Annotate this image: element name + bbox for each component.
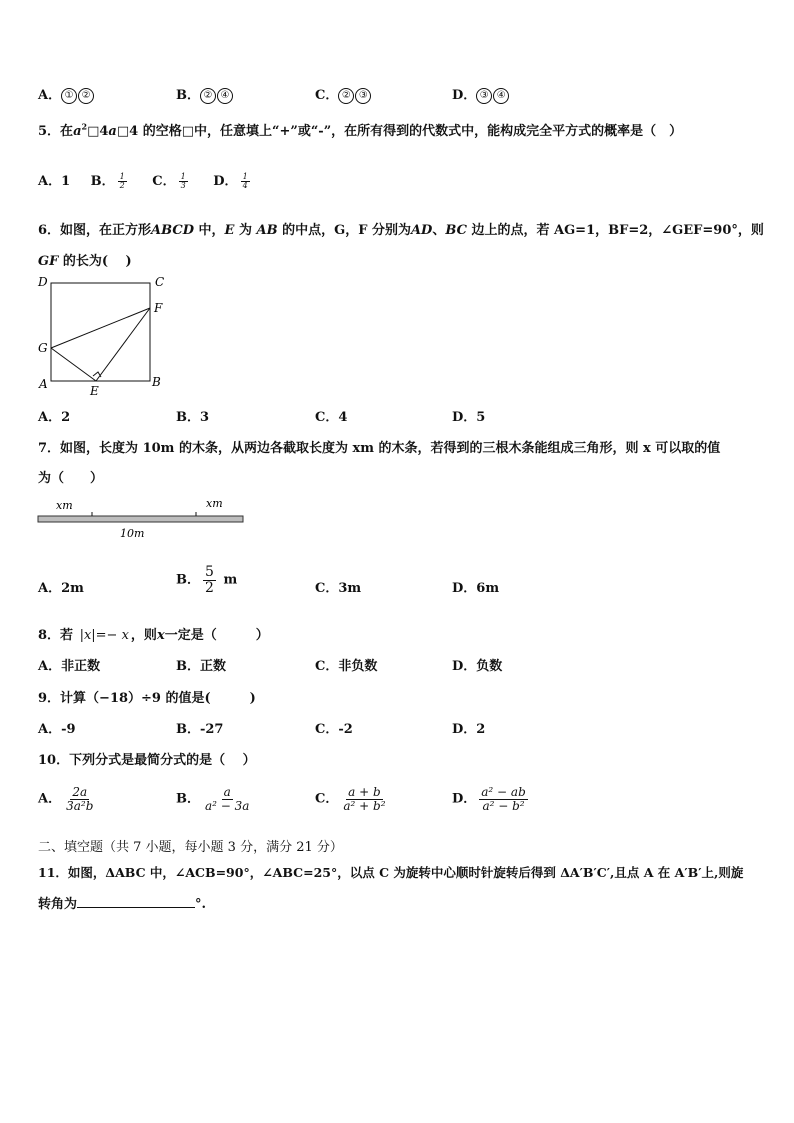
question-7-text: 7．如图，长度为 10m 的木条，从两边各截取长度为 xm 的木条，若得到的三根木条能组成三角形，则 x 可以取的值 (38, 441, 721, 456)
q7-option-c: C．3m (315, 581, 362, 596)
question-11-text-line2: 转角为 °. (38, 897, 207, 912)
stick-figure (34, 494, 250, 544)
q6-option-c: C．4 (315, 410, 348, 425)
question-5-text: 5．在$a^2□4a□4$ 的空格□中，任意填上“+”或“-”，在所有得到的代数式中，能构成完全平方式的概率是（ ） (38, 121, 683, 139)
question-8-text: 8．若 |x|=− x ，则x一定是（ ） (38, 628, 269, 643)
label-D: D (38, 275, 48, 289)
label-E: E (90, 384, 99, 398)
q7-option-b: B． $\frac{5}{2}$ m (176, 564, 238, 596)
q9-option-c: C．-2 (315, 722, 353, 737)
q10-option-a: A． $\frac{2a}{\text{3a²b}}$ (38, 785, 94, 813)
q6-option-b: B．3 (176, 410, 210, 425)
label-B: B (152, 375, 161, 389)
q10-option-c: C． $\frac{a + b}{\text{a² + b²}}$ (315, 785, 386, 813)
q4-option-a: A． ① ② (38, 84, 95, 104)
q7-option-a: A．2m (38, 581, 84, 596)
q8-option-a: A．非正数 (38, 659, 101, 674)
label-xm-left: xm (56, 499, 73, 512)
q6-option-a: A．2 (38, 410, 71, 425)
question-6-text-line2: GF 的长为( ) (38, 254, 132, 269)
q4-option-b: B． ② ④ (176, 84, 234, 104)
q5-frac-c: $\frac{1}{3}$ (180, 171, 186, 190)
q10-frac-c: $\frac{a + b}{\text{a² + b²}}$ (343, 785, 386, 813)
label-xm-right: xm (206, 497, 223, 510)
q9-option-a: A．-9 (38, 722, 76, 737)
q8-option-c: C．非负数 (315, 659, 378, 674)
q10-option-b: B． $\frac{a}{\text{a² − 3a}}$ (176, 785, 250, 813)
question-9-text: 9．计算（−18）÷9 的值是( ) (38, 691, 256, 706)
q10-frac-a: $\frac{2a}{\text{3a²b}}$ (66, 785, 94, 813)
q7-frac-b: $\frac{5}{2}$ (205, 564, 214, 596)
q8-option-b: B．正数 (176, 659, 226, 674)
answer-blank[interactable] (77, 895, 195, 908)
question-10-text: 10．下列分式是最简分式的是（ ） (38, 753, 256, 768)
q9-option-b: B．-27 (176, 722, 224, 737)
q10-option-d: D． $\frac{\text{a² − ab}}{\text{a² − b²}}$ (452, 785, 526, 813)
q5-frac-d: $\frac{1}{4}$ (242, 171, 248, 190)
q6-option-d: D．5 (452, 410, 486, 425)
label-10m: 10m (120, 527, 145, 540)
q5-frac-b: $\frac{1}{2}$ (119, 171, 125, 190)
question-7-text-line2: 为（ ） (38, 471, 104, 486)
question-11-text: 11．如图，ΔABC 中，∠ACB=90°，∠ABC=25°，以点 C 为旋转中心顺时针旋转后得到 ΔA′B′C′,且点 A 在 A′B′上,则旋 (38, 865, 744, 880)
q8-option-d: D．负数 (452, 659, 503, 674)
q4-option-d: D． ③ ④ (452, 84, 510, 104)
label-C: C (155, 275, 165, 289)
label-G: G (38, 341, 48, 355)
q7-option-d: D．6m (452, 581, 500, 596)
q9-option-d: D．2 (452, 722, 486, 737)
square-figure (34, 272, 174, 400)
label-A: A (39, 377, 48, 391)
label-F: F (154, 301, 163, 315)
q4-option-c: C． ② ③ (315, 84, 372, 104)
q10-frac-b: $\frac{a}{\text{a² − 3a}}$ (205, 785, 250, 813)
q5-options: A．1 B． $\frac{1}{2}$ C． $\frac{1}{3}$ D． $\frac{1}{4}$ (38, 171, 248, 190)
question-6-text: 6．如图，在正方形ABCD 中，E 为 AB 的中点，G，F 分别为AD、BC 边上的点，若 AG=1，BF=2，∠GEF=90°，则 (38, 223, 764, 238)
section-2-heading: 二、填空题（共 7 小题，每小题 3 分，满分 21 分） (38, 840, 343, 855)
q10-frac-d: $\frac{\text{a² − ab}}{\text{a² − b²}}$ (481, 785, 526, 813)
